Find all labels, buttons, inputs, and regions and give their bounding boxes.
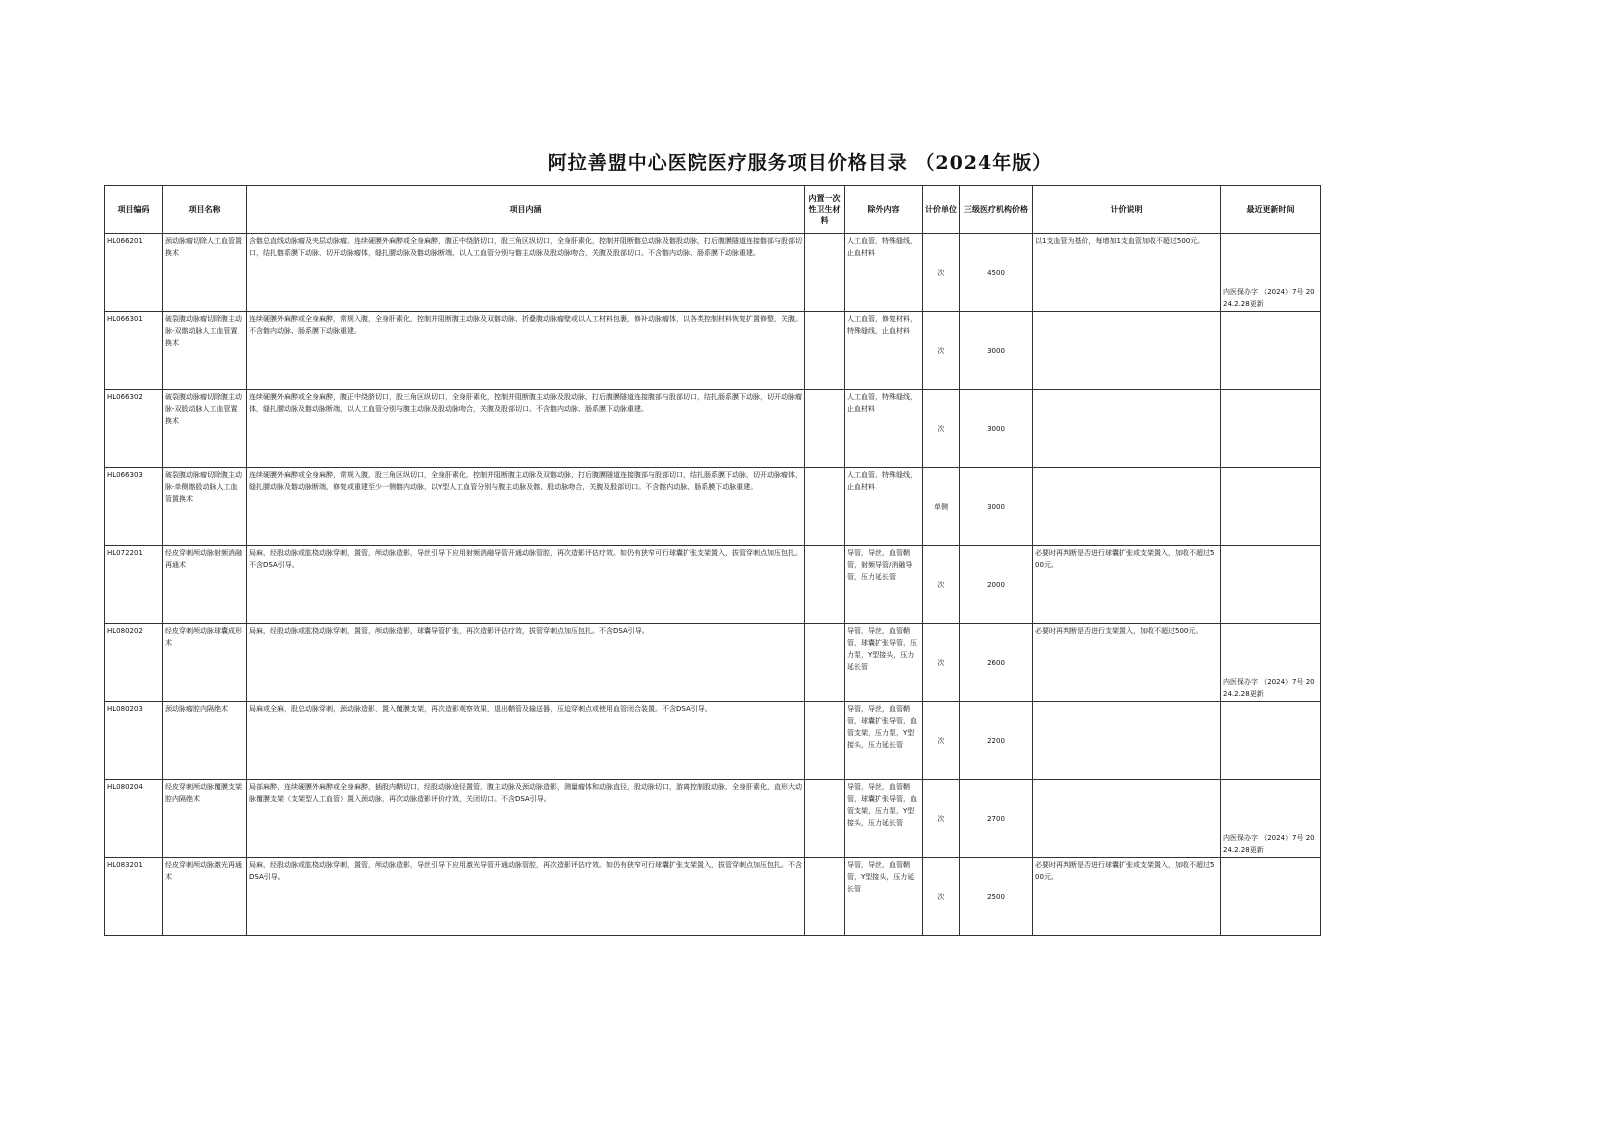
table-row [105, 390, 1321, 468]
cell-name: 破裂腹动脉瘤切除腹主动脉-单侧髂股动脉人工血管置换术 [163, 468, 247, 546]
cell-exclude: 人工血管，特殊缝线，止血材料 [845, 468, 923, 546]
cell-code: HL083201 [105, 858, 163, 936]
cell-price: 2600 [960, 624, 1033, 702]
col-header-material: 内置一次性卫生材料 [805, 186, 845, 234]
cell-content: 局麻，经股动脉或肱桡动脉穿刺，置管，颅动脉造影，球囊导管扩张，再次造影评估疗效，拔管穿刺点加压包扎。不含DSA引导。 [247, 624, 805, 702]
cell-name: 颈动脉瘤腔内隔绝术 [163, 702, 247, 780]
cell-price: 2700 [960, 780, 1033, 858]
table-row [105, 780, 1321, 858]
cell-price: 3000 [960, 312, 1033, 390]
cell-unit: 次 [923, 546, 960, 624]
cell-material [805, 234, 845, 312]
cell-material [805, 624, 845, 702]
cell-time [1221, 546, 1321, 624]
table-row [105, 858, 1321, 936]
cell-exclude: 导管，导丝，血管鞘管，射频导管/消融导管，压力延长管 [845, 546, 923, 624]
cell-note [1033, 702, 1221, 780]
col-header-time: 最近更新时间 [1221, 186, 1321, 234]
cell-time [1221, 702, 1321, 780]
cell-time [1221, 312, 1321, 390]
price-table [104, 185, 1321, 936]
cell-content: 连续硬膜外麻醉或全身麻醉，腹正中绕脐切口，股三角区纵切口，全身肝素化，控制并阻断腹主动脉及股动脉，打后腹膜隧道连接腹部与股部切口，结扎肠系膜下动脉，切开动脉瘤体，缝扎腰动脉及髂动脉断端，以人工血管分别与腹主动脉及股动脉吻合，关腹及股部切口。不含髂内动脉、肠系膜下动脉重建。 [247, 390, 805, 468]
cell-unit: 次 [923, 702, 960, 780]
cell-unit: 次 [923, 312, 960, 390]
cell-code: HL080203 [105, 702, 163, 780]
cell-code: HL066201 [105, 234, 163, 312]
cell-time [1221, 390, 1321, 468]
cell-price: 2000 [960, 546, 1033, 624]
cell-content: 局麻或全麻，股总动脉穿刺，颈动脉造影，置入覆膜支架，再次造影观察效果，退出鞘管及输送器，压迫穿刺点或使用血管闭合装置。不含DSA引导。 [247, 702, 805, 780]
cell-time [1221, 858, 1321, 936]
table-row [105, 702, 1321, 780]
cell-note [1033, 390, 1221, 468]
cell-name: 经皮穿刺颅动脉激光再通术 [163, 858, 247, 936]
col-header-exclude: 除外内容 [845, 186, 923, 234]
cell-note: 必要时再判断是否进行球囊扩张或支架置入，加收不超过500元。 [1033, 546, 1221, 624]
cell-note [1033, 780, 1221, 858]
cell-unit: 次 [923, 858, 960, 936]
cell-content: 连续硬膜外麻醉或全身麻醉，常规入腹，股三角区纵切口，全身肝素化，控制并阻断腹主动脉及双髂动脉，打后腹膜隧道连接腹部与股部切口，结扎肠系膜下动脉，切开动脉瘤体，缝扎腰动脉及髂动脉断端，修复或重建至少一侧髂内动脉，以Y型人工血管分别与腹主动脉及髂、股动脉吻合，关腹及股部切口。不含髂内动脉、肠系膜下动脉重建。 [247, 468, 805, 546]
cell-time: 内医保办字 （2024）7号 2024.2.28更新 [1221, 780, 1321, 858]
cell-content: 含髂总直线动脉瘤及夹层动脉瘤。连续硬膜外麻醉或全身麻醉，腹正中绕脐切口，股三角区纵切口，全身肝素化，控制并阻断髂总动脉及髂股动脉，打后腹膜隧道连接髂部与股部切口，结扎髂系膜下动脉，切开动脉瘤体，缝扎腰动脉及髂动脉断端，以人工血管分别与髂主动脉及股动脉吻合，关腹及股部切口。不含髂内动脉、肠系膜下动脉重建。 [247, 234, 805, 312]
cell-code: HL080202 [105, 624, 163, 702]
cell-exclude: 导管，导丝，血管鞘管，球囊扩张导管，血管支架，压力泵，Y型接头，压力延长管 [845, 702, 923, 780]
cell-exclude: 导管，导丝，血管鞘管，球囊扩张导管，压力泵，Y型接头，压力延长管 [845, 624, 923, 702]
col-header-note: 计价说明 [1033, 186, 1221, 234]
cell-content: 局麻，经股动脉或肱桡动脉穿刺，置管，颅动脉造影，导丝引导下应用激光导管开通动脉管腔，再次造影评估疗效。如仍有狭窄可行球囊扩张支架置入，拔管穿刺点加压包扎。不含DSA引导。 [247, 858, 805, 936]
cell-note: 以1支血管为基价，每增加1支血管加收不超过500元。 [1033, 234, 1221, 312]
cell-material [805, 780, 845, 858]
table-body [105, 234, 1321, 936]
cell-price: 3000 [960, 468, 1033, 546]
cell-unit: 次 [923, 624, 960, 702]
cell-name: 破裂腹动脉瘤切除腹主动脉-双髂动脉人工血管置换术 [163, 312, 247, 390]
col-header-name: 项目名称 [163, 186, 247, 234]
cell-content: 连续硬膜外麻醉或全身麻醉，常规入腹，全身肝素化，控制并阻断腹主动脉及双髂动脉，折叠腹动脉瘤壁或以人工材料包裹，修补动脉瘤体，以各类控制材料恢复扩置修整，关腹。不含髂内动脉、肠系膜下动脉重建。 [247, 312, 805, 390]
cell-note [1033, 312, 1221, 390]
col-header-code: 项目编码 [105, 186, 163, 234]
cell-code: HL072201 [105, 546, 163, 624]
table-row [105, 468, 1321, 546]
cell-price: 4500 [960, 234, 1033, 312]
cell-exclude: 导管，导丝，血管鞘管，球囊扩张导管，血管支架，压力泵，Y型接头，压力延长管 [845, 780, 923, 858]
cell-time: 内医保办字 （2024）7号 2024.2.28更新 [1221, 234, 1321, 312]
cell-material [805, 702, 845, 780]
cell-price: 2500 [960, 858, 1033, 936]
cell-exclude: 人工血管，特殊缝线，止血材料 [845, 390, 923, 468]
col-header-content: 项目内涵 [247, 186, 805, 234]
cell-price: 3000 [960, 390, 1033, 468]
cell-material [805, 858, 845, 936]
cell-name: 颈动脉瘤切除人工血管置换术 [163, 234, 247, 312]
cell-material [805, 312, 845, 390]
cell-code: HL066302 [105, 390, 163, 468]
cell-time: 内医保办字 （2024）7号 2024.2.28更新 [1221, 624, 1321, 702]
table-row [105, 234, 1321, 312]
cell-content: 局麻，经股动脉或肱桡动脉穿刺，置管，颅动脉造影，导丝引导下应用射频消融导管开通动脉管腔，再次造影评估疗效。如仍有狭窄可行球囊扩张支架置入，拔管穿刺点加压包扎。不含DSA引导。 [247, 546, 805, 624]
cell-note: 必要时再判断是否进行球囊扩张或支架置入，加收不超过500元。 [1033, 858, 1221, 936]
cell-name: 经皮穿刺颅动脉球囊成形术 [163, 624, 247, 702]
table-row [105, 312, 1321, 390]
cell-price: 2200 [960, 702, 1033, 780]
cell-material [805, 546, 845, 624]
cell-code: HL066303 [105, 468, 163, 546]
cell-name: 经皮穿刺颅动脉覆膜支架腔内隔绝术 [163, 780, 247, 858]
cell-exclude: 人工血管，特殊缝线，止血材料 [845, 234, 923, 312]
table-row [105, 624, 1321, 702]
cell-note: 必要时再判断是否进行支架置入，加收不超过500元。 [1033, 624, 1221, 702]
cell-unit: 次 [923, 780, 960, 858]
page-title: 阿拉善盟中心医院医疗服务项目价格目录 （2024年版） [547, 152, 1053, 174]
cell-material [805, 390, 845, 468]
col-header-unit: 计价单位 [923, 186, 960, 234]
cell-material [805, 468, 845, 546]
table-row [105, 546, 1321, 624]
cell-unit: 次 [923, 234, 960, 312]
col-header-price: 三级医疗机构价格 [960, 186, 1033, 234]
cell-code: HL066301 [105, 312, 163, 390]
cell-exclude: 导管，导丝，血管鞘管，Y型接头，压力延长管 [845, 858, 923, 936]
cell-exclude: 人工血管，修复材料，特殊缝线，止血材料 [845, 312, 923, 390]
cell-unit: 单侧 [923, 468, 960, 546]
cell-name: 经皮穿刺颅动脉射频消融再通术 [163, 546, 247, 624]
cell-content: 局部麻醉、连续硬膜外麻醉或全身麻醉，插股内鞘切口，经股动脉途径置管，腹主动脉及颈动脉造影，测量瘤体和动脉直径，股动脉切口，游离控制股动脉，全身肝素化，直形大动脉覆膜支架（支架型人工血管）置入颈动脉，再次动脉造影评价疗效，关闭切口。不含DSA引导。 [247, 780, 805, 858]
cell-unit: 次 [923, 390, 960, 468]
cell-code: HL080204 [105, 780, 163, 858]
table-header [105, 186, 1321, 234]
cell-time [1221, 468, 1321, 546]
cell-name: 破裂腹动脉瘤切除腹主动脉-双股动脉人工血管置换术 [163, 390, 247, 468]
header-row [105, 186, 1321, 234]
cell-note [1033, 468, 1221, 546]
